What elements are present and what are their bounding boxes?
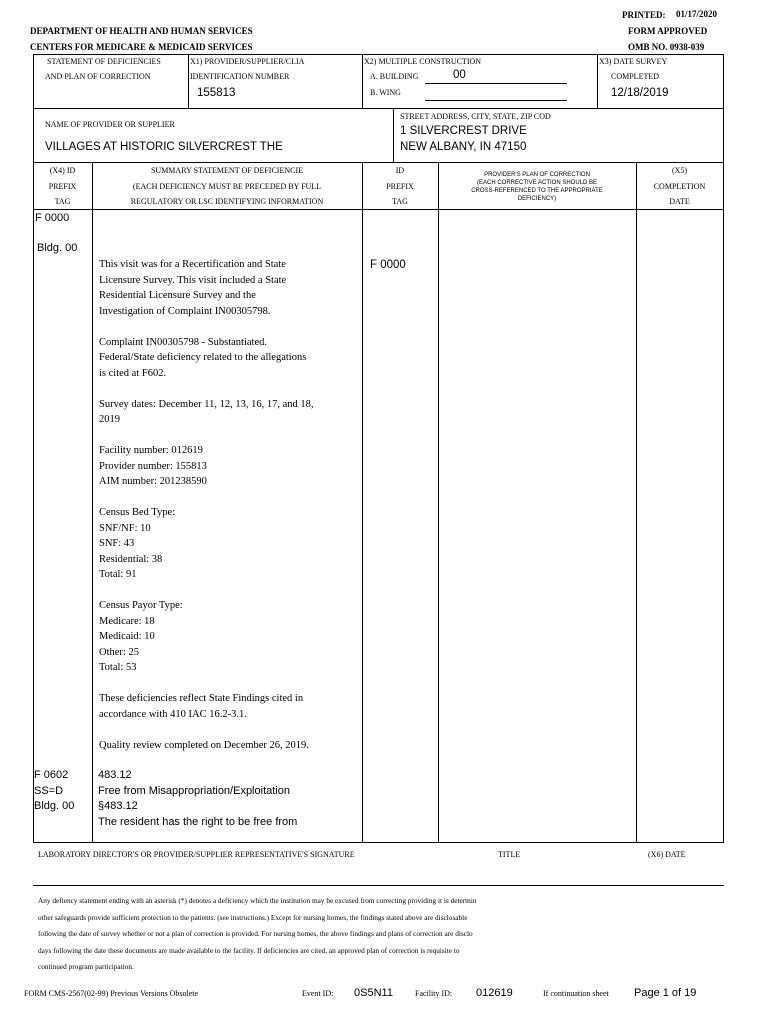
x1-label-2: IDENTIFICATION NUMBER xyxy=(190,72,290,81)
x4-header-2: PREFIX xyxy=(48,182,77,191)
x4-header-1: (X4) ID xyxy=(49,166,76,175)
x5-header-1: (X5) xyxy=(671,166,688,175)
title-label: TITLE xyxy=(498,850,521,859)
disclaimer-text: Any defiency statement ending with an asterisk (*) denotes a deficiency which the institution may be excused from correcting providing it is determin other safeguards provide sufficient protection to the patients. (see instructions.) Except for nursing homes, the findings stated above are disclosable following the date of survey whether or not a plan of correction is provided. For nursing homes, the above findings and plans of correction are disclo days following the date these documents are made available to the facility. If deficiencies are cited, an approved plan of correction is requisite to continued program participation. xyxy=(38,896,477,971)
omb-number: OMB NO. 0938-039 xyxy=(628,42,705,52)
event-id-label: Event ID: xyxy=(302,989,334,998)
form-id: FORM CMS-2567(02-99) Previous Versions Obsolete xyxy=(24,989,199,998)
id-header-1: ID xyxy=(395,166,405,175)
summary-header-2: (EACH DEFICIENCY MUST BE PRECEDED BY FULL xyxy=(132,182,322,191)
id-header-2: PREFIX xyxy=(386,182,414,191)
printed-label: PRINTED: xyxy=(622,10,666,20)
f602-text: 483.12 Free from Misappropriation/Exploitation §483.12 The resident has the right to be free from xyxy=(98,769,298,828)
facility-id-label: Facility ID: xyxy=(415,989,453,998)
address-line-2: NEW ALBANY, IN 47150 xyxy=(400,141,527,153)
building-tag-1: Bldg. 00 xyxy=(37,242,78,254)
id-tag-f0000: F 0000 xyxy=(370,259,406,271)
wing-label: B. WING xyxy=(370,88,401,97)
centers-title: CENTERS FOR MEDICARE & MEDICAID SERVICES xyxy=(30,42,253,52)
signature-label: LABORATORY DIRECTOR'S OR PROVIDER/SUPPLIER REPRESENTATIVE'S SIGNATURE xyxy=(38,850,355,859)
department-title: DEPARTMENT OF HEALTH AND HUMAN SERVICES xyxy=(30,26,253,36)
printed-date: 01/17/2020 xyxy=(676,9,718,19)
prefix-tag-f0602: F 0602 SS=D Bldg. 00 xyxy=(34,769,75,812)
summary-text xyxy=(99,257,314,769)
plan-header-4: DEFICIENCY) xyxy=(517,196,557,202)
paragraph-survey-dates: Survey dates: December 11, 12, 13, 16, 17, and 18, 2019 xyxy=(99,398,314,425)
id-header-3: TAG xyxy=(392,197,408,206)
summary-header-3: REGULATORY OR LSC IDENTIFYING INFORMATION xyxy=(130,197,324,206)
plan-header-1: PROVIDER'S PLAN OF CORRECTION xyxy=(484,172,590,178)
facility-id-value: 012619 xyxy=(476,987,513,999)
form-approved: FORM APPROVED xyxy=(628,26,708,36)
continuation-label: If continuation sheet xyxy=(543,989,609,998)
building-label: A. BUILDING xyxy=(370,72,419,81)
page-number: Page 1 of 19 xyxy=(634,987,697,999)
provider-number: 155813 xyxy=(197,87,236,99)
paragraph-census-payor: Census Payor Type: Medicare: 18 Medicaid: 10 Other: 25 Total: 53 xyxy=(99,600,183,673)
plan-header-2: (EACH CORRECTIVE ACTION SHOULD BE xyxy=(476,180,598,186)
x6-date-label: (X6) DATE xyxy=(648,850,686,859)
plan-header-3: CROSS-REFERENCED TO THE APPROPRIATE xyxy=(471,188,603,194)
x3-label-1: X3) DATE SURVEY xyxy=(599,57,668,66)
x3-label-2: COMPLETED xyxy=(611,72,659,81)
statement-label-2: AND PLAN OF CORRECTION xyxy=(45,72,151,81)
address-label: STREET ADDRESS, CITY, STATE, ZIP COD xyxy=(400,112,551,121)
provider-name: VILLAGES AT HISTORIC SILVERCREST THE xyxy=(45,141,283,153)
x5-header-3: DATE xyxy=(669,197,690,206)
prefix-tag-f0000: F 0000 xyxy=(35,212,70,224)
paragraph-facility-numbers: Facility number: 012619 Provider number: 155813 AIM number: 201238590 xyxy=(99,445,207,487)
address-line-1: 1 SILVERCREST DRIVE xyxy=(400,125,527,137)
paragraph-state-findings: These deficiencies reflect State Findings cited in accordance with 410 IAC 16.2-3.1. xyxy=(99,693,304,720)
paragraph-census-bed: Census Bed Type: SNF/NF: 10 SNF: 43 Residential: 38 Total: 91 xyxy=(99,507,176,580)
x4-header-3: TAG xyxy=(54,197,71,206)
paragraph-visit: This visit was for a Recertification and State Licensure Survey. This visit included a State Residential Licensure Survey and the Investigation of Complaint IN00305798. xyxy=(99,259,287,317)
x5-header-2: COMPLETION xyxy=(653,182,706,191)
survey-date: 12/18/2019 xyxy=(611,87,669,99)
paragraph-complaint: Complaint IN00305798 - Substantiated. Federal/State deficiency related to the allegations is cited at F602. xyxy=(99,336,307,379)
x2-label: X2) MULTIPLE CONSTRUCTION xyxy=(364,57,482,66)
paragraph-quality-review: Quality review completed on December 26, 2019. xyxy=(99,739,309,751)
building-value: 00 xyxy=(453,69,466,81)
provider-name-label: NAME OF PROVIDER OR SUPPLIER xyxy=(45,120,175,129)
summary-header-1: SUMMARY STATEMENT OF DEFICIENCIE xyxy=(150,166,304,175)
statement-label-1: STATEMENT OF DEFICIENCIES xyxy=(47,57,161,66)
x1-label-1: X1) PROVIDER/SUPPLIER/CLIA xyxy=(190,57,305,66)
event-id-value: 0S5N11 xyxy=(354,987,393,999)
